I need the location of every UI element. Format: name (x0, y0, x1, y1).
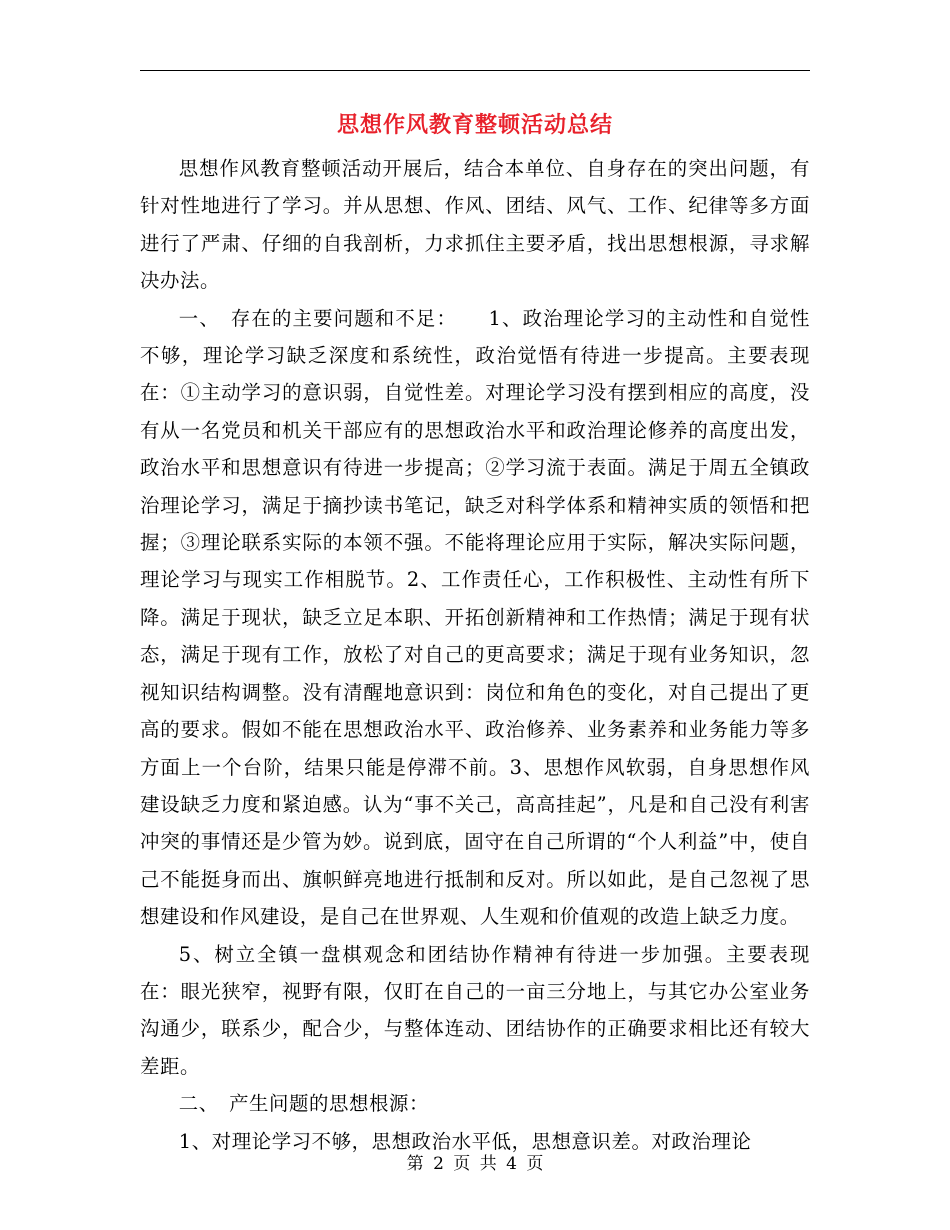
paragraph-intro: 思想作风教育整顿活动开展后，结合本单位、自身存在的突出问题，有针对性地进行了学习。并从思想、作风、团结、风气、工作、纪律等多方面进行了严肃、仔细的自我剖析，力求抓住主要矛盾，找出思想根源，寻求解决办法。 (140, 157, 810, 293)
header-rule (140, 70, 810, 71)
paragraph-root-cause-1: 1、对理论学习不够，思想政治水平低，思想意识差。对政治理论 (178, 1129, 752, 1153)
page-number: 第 2 页 共 4 页 (406, 1154, 544, 1174)
paragraph-teamwork: 5、树立全镇一盘棋观念和团结协作精神有待进一步加强。主要表现在：眼光狭窄，视野有限，仅盯在自己的一亩三分地上，与其它办公室业务沟通少，联系少，配合少，与整体连动、团结协作的正确要求相比还有较大差距。 (140, 942, 810, 1078)
document-title: 思想作风教育整顿活动总结 (336, 112, 613, 138)
section-heading-root-causes: 二、 产生问题的思想根源： (178, 1092, 429, 1116)
paragraph-problems: 一、 存在的主要问题和不足： 1、政治理论学习的主动性和自觉性不够，理论学习缺乏深度和系统性，政治觉悟有待进一步提高。主要表现在：①主动学习的意识弱，自觉性差。对理论学习没有摆到相应的高度，没有从一名党员和机关干部应有的思想政治水平和政治理论修养的高度出发，政治水平和思想意识有待进一步提高；②学习流于表面。满足于周五全镇政治理论学习，满足于摘抄读书笔记，缺乏对科学体系和精神实质的领悟和把握；③理论联系实际的本领不强。不能将理论应用于实际，解决实际问题，理论学习与现实工作相脱节。2、工作责任心，工作积极性、主动性有所下降。满足于现状，缺乏立足本职、开拓创新精神和工作热情；满足于现有状态，满足于现有工作，放松了对自己的更高要求；满足于现有业务知识，忽视知识结构调整。没有清醒地意识到：岗位和角色的变化，对自己提出了更高的要求。假如不能在思想政治水平、政治修养、业务素养和业务能力等多方面上一个台阶，结果只能是停滞不前。3、思想作风软弱，自身思想作风建设缺乏力度和紧迫感。认为“事不关己，高高挂起”，凡是和自己没有利害冲突的事情还是少管为妙。说到底，固守在自己所谓的“个人利益”中，使自己不能挺身而出、旗帜鲜亮地进行抵制和反对。所以如此，是自己忽视了思想建设和作风建设，是自己在世界观、人生观和价值观的改造上缺乏力度。 (140, 306, 810, 929)
document-body (140, 150, 810, 1160)
